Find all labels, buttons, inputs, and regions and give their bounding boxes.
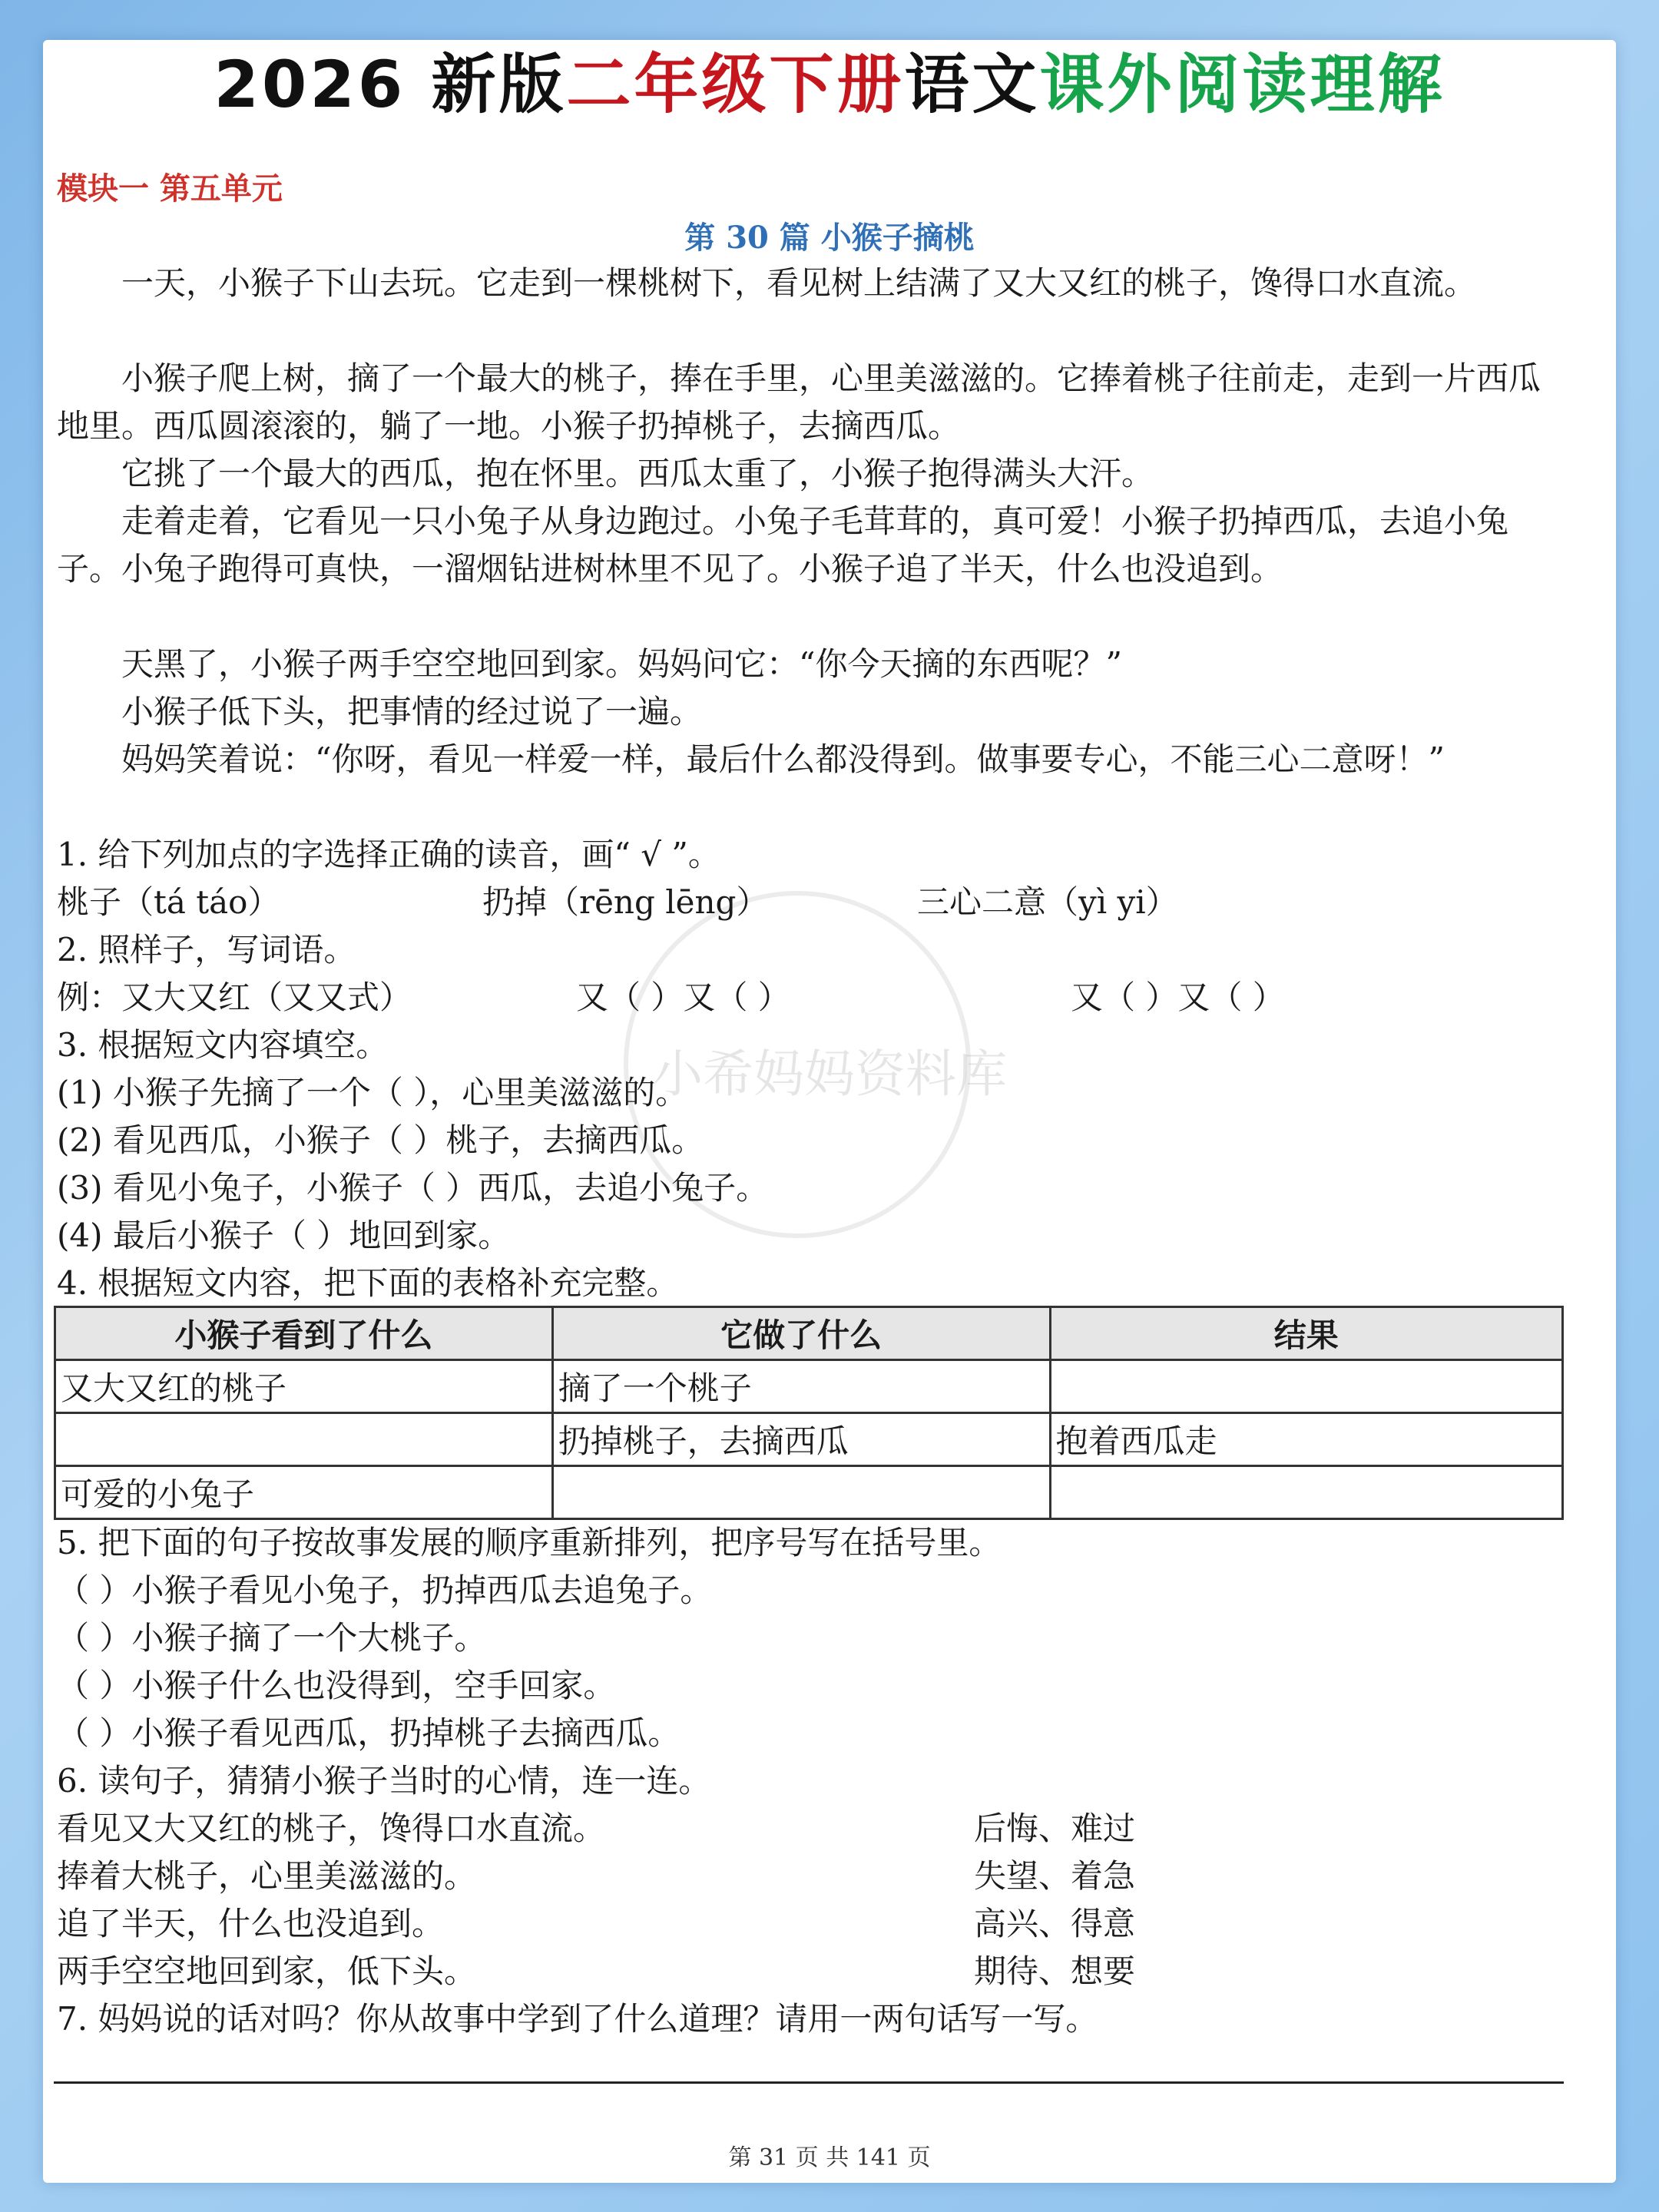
title-subject: 语文 [904,47,1040,122]
answer-line[interactable] [54,2081,1564,2084]
q1-option: 三心二意（yì yi） [917,883,1178,921]
table-cell-blank[interactable] [1050,1466,1562,1519]
passage-paragraph: 天黑了，小猴子两手空空地回到家。妈妈问它：“你今天摘的东西呢？” [121,645,1122,683]
title-year: 2026 新版 [214,47,567,122]
table-header: 它做了什么 [552,1307,1050,1360]
table-cell: 可爱的小兔子 [55,1466,553,1519]
q6-right-item[interactable]: 后悔、难过 [974,1810,1136,1847]
question-7-prompt: 7. 妈妈说的话对吗？你从故事中学到了什么道理？请用一两句话写一写。 [57,2000,1098,2038]
question-5-prompt: 5. 把下面的句子按故事发展的顺序重新排列，把序号写在括号里。 [57,1524,1002,1561]
question-6-prompt: 6. 读句子，猜猜小猴子当时的心情，连一连。 [57,1762,711,1800]
table-cell-blank[interactable] [552,1466,1050,1519]
q3-item[interactable]: (3) 看见小兔子，小猴子（ ）西瓜，去追小兔子。 [57,1169,769,1207]
question-3-prompt: 3. 根据短文内容填空。 [57,1026,389,1064]
q1-option: 扔掉（rēng lēng） [482,883,769,921]
question-2-prompt: 2. 照样子，写词语。 [57,931,356,969]
table-row [55,1413,1563,1466]
table-cell-blank[interactable] [55,1413,553,1466]
table-cell-blank[interactable] [1050,1360,1562,1413]
module-label: 模块一 第五单元 [57,171,283,207]
table-header: 结果 [1050,1307,1562,1360]
passage-paragraph: 走着走着，它看见一只小兔子从身边跑过。小兔子毛茸茸的，真可爱！小猴子扔掉西瓜，去追小兔子。小兔子跑得可真快，一溜烟钻进树林里不见了。小猴子追了半天，什么也没追到。 [57,502,1509,588]
question-4-prompt: 4. 根据短文内容，把下面的表格补充完整。 [57,1264,679,1302]
passage-paragraph: 妈妈笑着说：“你呀，看见一样爱一样，最后什么都没得到。做事要专心，不能三心二意呀！” [121,740,1445,778]
q3-item[interactable]: (2) 看见西瓜，小猴子（ ）桃子，去摘西瓜。 [57,1121,704,1159]
title-topic: 课外阅读理解 [1039,47,1445,122]
q5-item[interactable]: （ ）小猴子看见小兔子，扔掉西瓜去追兔子。 [57,1571,713,1609]
q5-item[interactable]: （ ）小猴子什么也没得到，空手回家。 [57,1667,616,1704]
title-grade: 二年级下册 [566,47,905,122]
passage-paragraph: 小猴子爬上树，摘了一个最大的桃子，捧在手里，心里美滋滋的。它捧着桃子往前走，走到一片西瓜地里。西瓜圆滚滚的，躺了一地。小猴子扔掉桃子，去摘西瓜。 [57,359,1541,445]
q6-right-item[interactable]: 高兴、得意 [974,1905,1136,1942]
page-number: 第 31 页 共 141 页 [728,2144,931,2171]
q6-left-item[interactable]: 捧着大桃子，心里美滋滋的。 [57,1857,477,1895]
q6-left-item[interactable]: 追了半天，什么也没追到。 [57,1905,445,1942]
table-row [55,1360,1563,1413]
q6-left-item[interactable]: 看见又大又红的桃子，馋得口水直流。 [57,1810,606,1847]
q2-example: 例：又大又红（又又式） [57,979,412,1016]
table-cell: 又大又红的桃子 [55,1360,553,1413]
story-table [54,1306,1564,1520]
table-cell: 扔掉桃子，去摘西瓜 [552,1413,1050,1466]
q1-option: 桃子（tá táo） [57,883,280,921]
q6-right-item[interactable]: 失望、着急 [974,1857,1136,1895]
table-header: 小猴子看到了什么 [55,1307,553,1360]
q6-right-item[interactable]: 期待、想要 [974,1952,1136,1990]
q3-item[interactable]: (1) 小猴子先摘了一个（ ），心里美滋滋的。 [57,1074,688,1111]
q2-blank[interactable]: 又（ ）又（ ） [576,979,790,1016]
table-row [55,1466,1563,1519]
passage-paragraph: 一天，小猴子下山去玩。它走到一棵桃树下，看见树上结满了又大又红的桃子，馋得口水直流。 [121,264,1477,302]
q3-item[interactable]: (4) 最后小猴子（ ）地回到家。 [57,1217,511,1254]
q5-item[interactable]: （ ）小猴子看见西瓜，扔掉桃子去摘西瓜。 [57,1714,680,1752]
q6-left-item[interactable]: 两手空空地回到家，低下头。 [57,1952,477,1990]
watermark-text: 小希妈妈资料库 [652,1045,1007,1104]
table-header-row [55,1307,1563,1360]
q2-blank[interactable]: 又（ ）又（ ） [1071,979,1285,1016]
page-title [0,47,1659,122]
table-cell: 摘了一个桃子 [552,1360,1050,1413]
passage-paragraph: 小猴子低下头，把事情的经过说了一遍。 [121,693,703,730]
q5-item[interactable]: （ ）小猴子摘了一个大桃子。 [57,1619,487,1657]
question-1-prompt: 1. 给下列加点的字选择正确的读音，画“ √ ”。 [57,836,720,873]
article-title: 第 30 篇 小猴子摘桃 [684,220,975,256]
table-cell: 抱着西瓜走 [1050,1413,1562,1466]
passage-paragraph: 它挑了一个最大的西瓜，抱在怀里。西瓜太重了，小猴子抱得满头大汗。 [121,455,1154,492]
